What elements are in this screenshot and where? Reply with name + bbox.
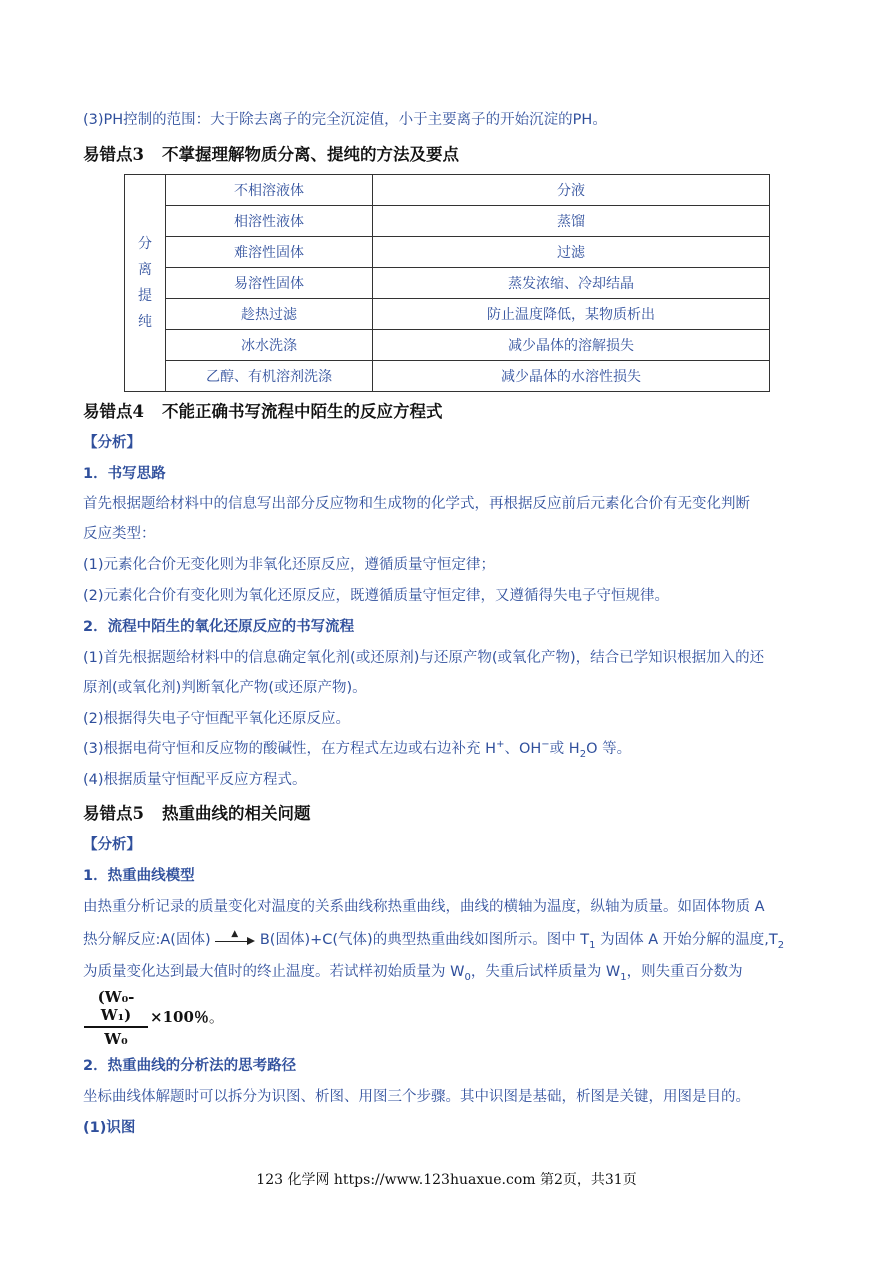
text-run: 。 [208, 1008, 224, 1026]
paragraph-line: (3)根据电荷守恒和反应物的酸碱性，在方程式左边或右边补充 H+、OH−或 $H_2O$ 等。 [83, 739, 632, 760]
table-row [125, 330, 770, 361]
text-run: 或 H [549, 741, 580, 757]
method-cell: 乙醇、有机溶剂洗涤 [166, 361, 373, 392]
purpose-cell: 减少晶体的溶解损失 [373, 330, 770, 361]
paragraph-line: 反应类型： [83, 526, 156, 542]
separation-table [124, 174, 770, 392]
side-header [125, 175, 166, 392]
purpose-cell: 蒸馏 [373, 206, 770, 237]
paragraph-line: 由热重分析记录的质量变化对温度的关系曲线称热重曲线，曲线的横轴为温度，纵轴为质量。如固体物质 A [83, 899, 765, 915]
formula-numerator: (W₀-W₁) [84, 988, 148, 1028]
analysis-tag: 【分析】 [83, 435, 141, 451]
side-char: 纯 [138, 314, 152, 330]
subheading: 2．热重曲线的分析法的思考路径 [83, 1058, 297, 1074]
text-run: B(固体)+C(气体)的典型热重曲线如图所示。图中 T [259, 932, 590, 948]
paragraph-line: 为质量变化达到最大值时的终止温度。若试样初始质量为 $W_0$，失重后试样质量为 $W_1$，则失重百分数为 [83, 964, 743, 983]
purpose-cell: 分液 [373, 175, 770, 206]
section-heading-3 [83, 141, 459, 165]
section-label: 易错点5 [83, 804, 144, 823]
purpose-cell: 蒸发浓缩、冷却结晶 [373, 268, 770, 299]
section-title: 热重曲线的相关问题 [161, 804, 311, 823]
section-label: 易错点3 [83, 145, 144, 164]
table-row [125, 361, 770, 392]
section-label: 易错点4 [83, 402, 144, 421]
text-run: 为质量变化达到最大值时的终止温度。若试样初始质量为 W [83, 964, 465, 980]
section-title: 不掌握理解物质分离、提纯的方法及要点 [161, 145, 459, 164]
side-char: 分 [138, 236, 152, 252]
table-row [125, 299, 770, 330]
paragraph-line: (2)元素化合价有变化则为氧化还原反应，既遵循质量守恒定律，又遵循得失电子守恒规律。 [83, 588, 670, 604]
paragraph-line: 热分解反应:A(固体) ▲ B(固体)+C(气体)的典型热重曲线如图所示。图中 $T_1$ 为固体 A 开始分解的温度$,T_2$ [83, 929, 785, 951]
paragraph-line: (1)首先根据题给材料中的信息确定氧化剂(或还原剂)与还原产物(或氧化产物)，结合已学知识根据加入的还 [83, 650, 765, 666]
paragraph-line: 原剂(或氧化剂)判断氧化产物(或还原产物)。 [83, 680, 367, 696]
subheading: 1．热重曲线模型 [83, 868, 195, 884]
paragraph-line: (1)元素化合价无变化则为非氧化还原反应，遵循质量守恒定律； [83, 557, 496, 573]
formula-multiplier [150, 1006, 224, 1027]
text-run: ，失重后试样质量为 W [470, 964, 621, 980]
purpose-cell: 过滤 [373, 237, 770, 268]
page-footer: 123 化学网 https://www.123huaxue.com 第2页，共31页 [256, 1172, 637, 1188]
section-heading-4 [83, 398, 442, 422]
text-run: ×100％ [150, 1008, 209, 1026]
mass-loss-formula [84, 988, 148, 1048]
table-row [125, 175, 770, 206]
subheading: 1．书写思路 [83, 466, 166, 482]
method-cell: 易溶性固体 [166, 268, 373, 299]
text-run: (3)根据电荷守恒和反应物的酸碱性，在方程式左边或右边补充 H [83, 741, 497, 757]
analysis-tag: 【分析】 [83, 837, 141, 853]
table-row [125, 268, 770, 299]
text-run: 为固体 A 开始分解的温度,T [595, 932, 778, 948]
subheading: (1)识图 [83, 1120, 136, 1136]
method-cell: 相溶性液体 [166, 206, 373, 237]
paragraph-line: 首先根据题给材料中的信息写出部分反应物和生成物的化学式，再根据反应前后元素化合价有无变化判断 [83, 496, 750, 512]
intro-line: (3)PH控制的范围：大于除去离子的完全沉淀值，小于主要离子的开始沉淀的PH。 [83, 112, 607, 128]
paragraph-line: 坐标曲线体解题时可以拆分为识图、析图、用图三个步骤。其中识图是基础，析图是关键，用图是目的。 [83, 1089, 750, 1105]
paragraph-line: (4)根据质量守恒配平反应方程式。 [83, 772, 307, 788]
method-cell: 难溶性固体 [166, 237, 373, 268]
section-title: 不能正确书写流程中陌生的反应方程式 [161, 402, 443, 421]
method-cell: 冰水洗涤 [166, 330, 373, 361]
paragraph-line: (2)根据得失电子守恒配平氧化还原反应。 [83, 711, 351, 727]
text-run: 热分解反应:A(固体) [83, 932, 211, 948]
purpose-cell: 减少晶体的水溶性损失 [373, 361, 770, 392]
side-char: 离 [138, 262, 152, 278]
method-cell: 不相溶液体 [166, 175, 373, 206]
table-row [125, 206, 770, 237]
side-char: 提 [138, 288, 152, 304]
method-cell: 趁热过滤 [166, 299, 373, 330]
text-run: 、OH [504, 741, 542, 757]
section-heading-5 [83, 800, 310, 824]
text-run: ，则失重百分数为 [626, 964, 743, 980]
table-row [125, 237, 770, 268]
heat-arrow-icon: ▲ [215, 933, 255, 947]
purpose-cell: 防止温度降低，某物质析出 [373, 299, 770, 330]
text-run: O 等。 [586, 741, 632, 757]
subheading: 2．流程中陌生的氧化还原反应的书写流程 [83, 619, 355, 635]
formula-denominator: W₀ [104, 1030, 128, 1048]
